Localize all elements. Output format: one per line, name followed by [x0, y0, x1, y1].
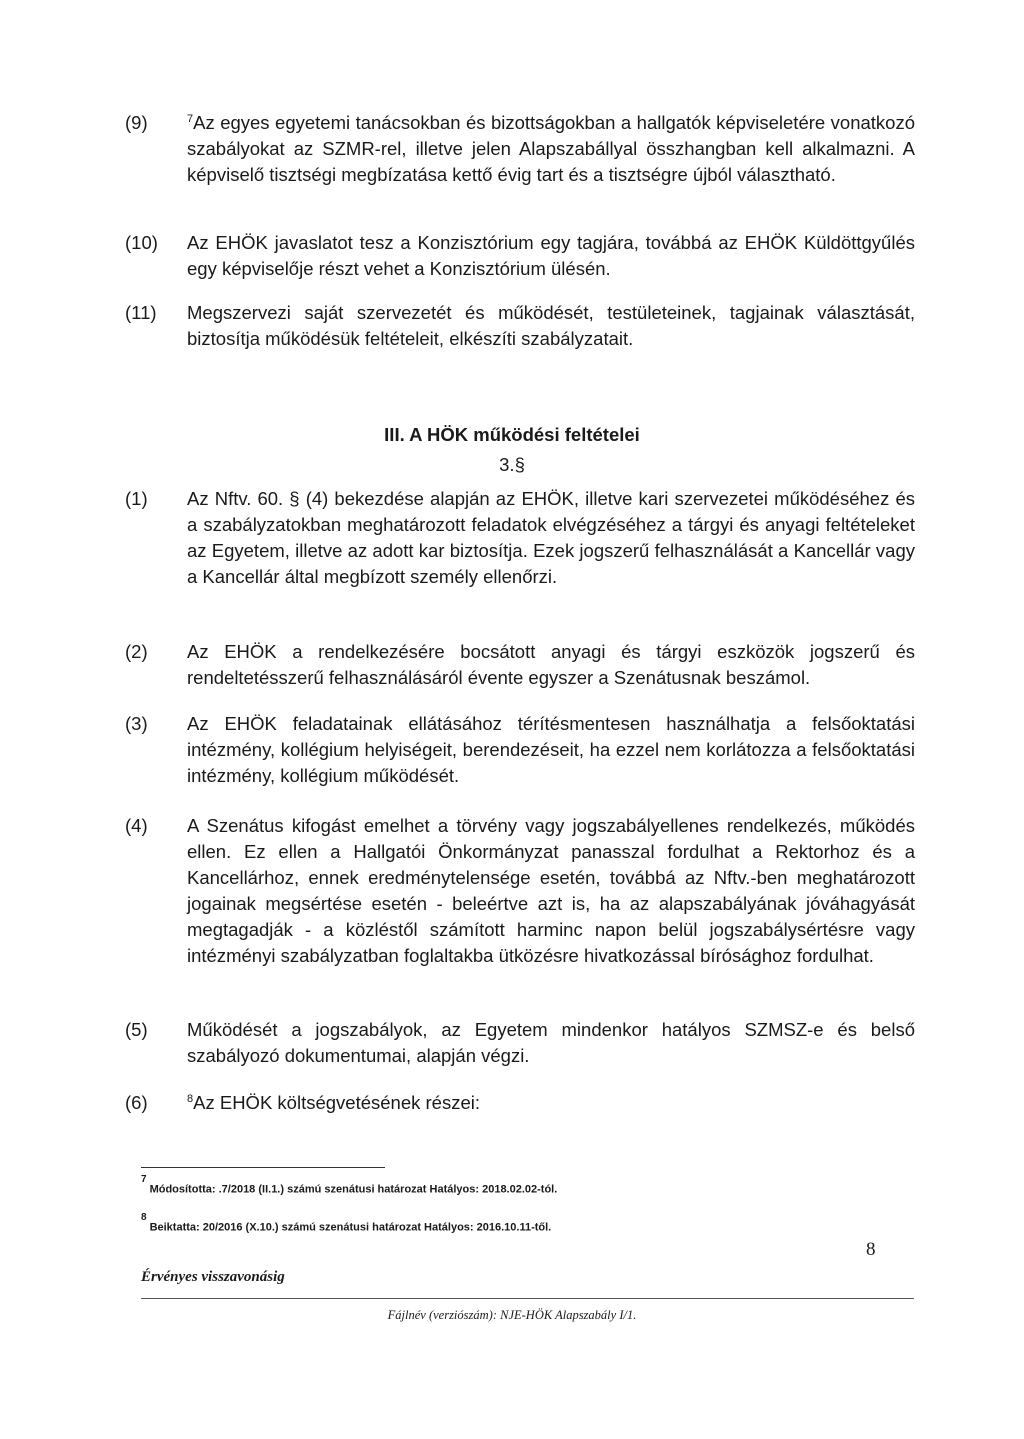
paragraph-10: [125, 230, 915, 282]
page-number: 8: [866, 1239, 876, 1260]
paragraph-number: (10): [125, 232, 158, 253]
section-paragraph-1: [125, 486, 915, 590]
paragraph-text: Működését a jogszabályok, az Egyetem mindenkor hatályos SZMSZ-e és belső szabályozó dokumentumai, alapján végzi.: [187, 1019, 915, 1066]
paragraph-number: (2): [125, 641, 148, 662]
paragraph-number: (5): [125, 1019, 148, 1040]
paragraph-text: Megszervezi saját szervezetét és működését, testületeinek, tagjainak választását, biztosítja működésük feltételeit, elkészíti szabályzatait.: [187, 302, 915, 349]
paragraph-text: Az Nftv. 60. § (4) bekezdése alapján az EHÖK, illetve kari szervezetei működéséhez és a szabályzatokban meghatározott feladatok elvégzéséhez a tárgyi és anyagi feltételeket az Egyetem, illetve az adott kar biztosítja. Ezek jogszerű felhasználását a Kancellár vagy a Kancellár által megbízott személy ellenőrzi.: [187, 488, 915, 587]
section-paragraph-3: [125, 711, 915, 789]
validity-note: Érvényes visszavonásig: [141, 1269, 285, 1285]
paragraph-text: $^7$Az egyes egyetemi tanácsokban és bizottságokban a hallgatók képviseletére vonatkozó szabályokat az SZMR-rel, illetve jelen Alapszabállyal összhangban kell alkalmazni. A képviselő tisztségi megbízatása kettő évig tart és a tisztségre újból választható.: [187, 112, 915, 185]
chapter-heading: III. A HÖK működési feltételei: [384, 424, 640, 445]
footnote-ref: 8: [187, 1092, 194, 1105]
footnote-separator: [141, 1167, 385, 1168]
paragraph-number: (11): [125, 302, 157, 323]
footnote-ref: 7: [187, 112, 194, 125]
section-paragraph-4: [125, 813, 915, 969]
footnote-7: [141, 1174, 558, 1196]
footnote-text: Módosította: .7/2018 (II.1.) számú szenátusi határozat Hatályos: 2018.02.02-tól.: [149, 1183, 558, 1196]
paragraph-9: [125, 110, 915, 188]
footnote-mark: 8: [141, 1212, 147, 1223]
paragraph-11: [125, 300, 915, 352]
paragraph-number: (3): [125, 713, 148, 734]
footer-filename: Fájlnév (verziószám): NJE-HÖK Alapszabály I/1.: [387, 1308, 637, 1322]
footnote-8: [141, 1212, 552, 1234]
paragraph-text: A Szenátus kifogást emelhet a törvény vagy jogszabályellenes rendelkezés, működés ellen. Ez ellen a Hallgatói Önkormányzat panasszal fordulhat a Rektorhoz és a Kancellárhoz, ennek eredménytelensége esetén, továbbá az Nftv.-ben meghatározott jogainak megsértése esetén - beleértve azt is, ha az alapszabályának jóváhagyását megtagadják - a közléstől számított harminc napon belül jogszabálysértésre vagy intézményi szabályzatban foglaltakba ütközésre hivatkozással bírósághoz fordulhat.: [187, 815, 915, 966]
paragraph-number: (1): [125, 488, 148, 509]
paragraph-text: Az EHÖK feladatainak ellátásához térítésmentesen használhatja a felsőoktatási intézmény, kollégium helyiségeit, berendezéseit, ha ezzel nem korlátozza a felsőoktatási intézmény, kollégium működését.: [187, 713, 915, 786]
section-paragraph-5: [125, 1017, 915, 1069]
paragraph-text: Az EHÖK a rendelkezésére bocsátott anyagi és tárgyi eszközök jogszerű és rendeltetésszerű felhasználásáról évente egyszer a Szenátusnak beszámol.: [187, 641, 915, 688]
paragraph-text: Az EHÖK javaslatot tesz a Konzisztórium egy tagjára, továbbá az EHÖK Küldöttgyűlés egy képviselője részt vehet a Konzisztórium ülésén.: [187, 232, 915, 279]
section-paragraph-6: [125, 1090, 915, 1116]
section-paragraph-2: [125, 639, 915, 691]
footnote-text: Beiktatta: 20/2016 (X.10.) számú szenátusi határozat Hatályos: 2016.10.11-től.: [149, 1221, 552, 1234]
paragraph-text: $^8$Az EHÖK költségvetésének részei:: [187, 1092, 481, 1113]
paragraph-number: (6): [125, 1092, 148, 1113]
footer-separator: [141, 1298, 914, 1299]
paragraph-number: (4): [125, 815, 148, 836]
footnote-mark: 7: [141, 1174, 147, 1185]
section-mark: 3.§: [499, 454, 525, 475]
paragraph-number: (9): [125, 112, 148, 133]
